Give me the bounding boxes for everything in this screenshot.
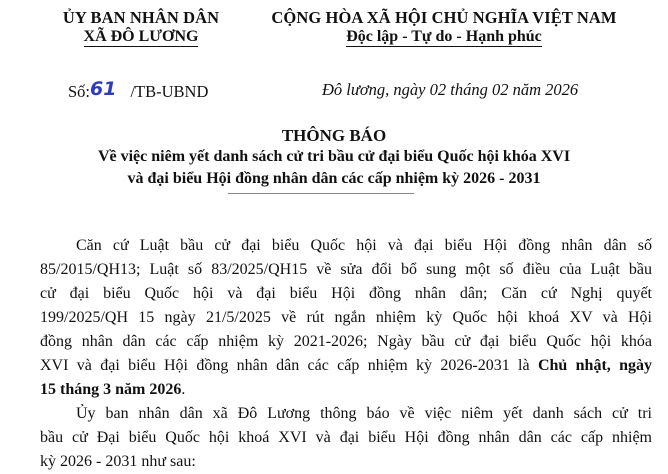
title-divider bbox=[228, 193, 414, 194]
paragraph-legal-basis bbox=[40, 234, 652, 402]
document-date: Đô lương, ngày 02 tháng 02 năm 2026 bbox=[322, 80, 579, 99]
body-line: Ủy ban nhân dân xã Đô Lương thông báo về việc niêm yết danh sách cử tri bbox=[76, 405, 652, 422]
document-number-prefix: Số: bbox=[68, 82, 91, 101]
body-line-election-date bbox=[40, 354, 652, 378]
document-body bbox=[40, 234, 652, 474]
body-line: đồng nhân dân các cấp nhiệm kỳ 2021-2026; Ngày bầu cử đại biểu Quốc hội khóa bbox=[40, 333, 652, 350]
body-line: cử đại biểu Quốc hội và đại biểu Hội đồng nhân dân; Căn cứ Nghị quyết bbox=[40, 285, 652, 302]
body-text: XVI và đại biểu Hội đồng nhân dân các cấp nhiệm kỳ 2026-2031 là bbox=[40, 357, 538, 374]
election-date-bold: 15 tháng 3 năm 2026 bbox=[40, 381, 182, 398]
agency-commune-wrap bbox=[56, 28, 226, 46]
body-line: kỳ 2026 - 2031 như sau: bbox=[40, 453, 196, 470]
document-subject-line2: và đại biểu Hội đồng nhân dân các cấp nhiệm kỳ 2026 - 2031 bbox=[127, 170, 541, 187]
election-day-bold: Chủ nhật, ngày bbox=[537, 357, 653, 374]
body-line: Căn cứ Luật bầu cử đại biểu Quốc hội và đại biểu Hội đồng nhân dân số bbox=[76, 237, 652, 254]
body-line-election-date-end bbox=[40, 378, 652, 402]
document-title: THÔNG BÁO bbox=[281, 126, 387, 145]
paragraph-announcement bbox=[40, 402, 652, 474]
document-number-suffix: /TB-UBND bbox=[130, 82, 209, 101]
document-subject-line1: Về việc niêm yết danh sách cử tri bầu cử đại biểu Quốc hội khóa XVI bbox=[97, 148, 571, 165]
body-text: . bbox=[181, 381, 186, 398]
agency-name: ỦY BAN NHÂN DÂN bbox=[62, 8, 220, 27]
body-line: 199/2025/QH 15 ngày 21/5/2025 về rút ngắn nhiệm kỳ Quốc hội khoá XV và Hội bbox=[40, 309, 652, 326]
nation-motto: Độc lập - Tự do - Hạnh phúc bbox=[346, 28, 542, 45]
document-number bbox=[68, 80, 208, 102]
body-line: bầu cử Đại biểu Quốc hội khoá XVI và đại biểu Hội đồng nhân dân các cấp nhiệm bbox=[40, 429, 652, 446]
document-number-handwritten: 61 bbox=[90, 78, 117, 100]
nation-title: CỘNG HÒA XÃ HỘI CHỦ NGHĨA VIỆT NAM bbox=[271, 8, 617, 27]
body-line: 85/2015/QH13; Luật số 83/2025/QH15 về sửa đổi bổ sung một số điều của Luật bầu bbox=[40, 261, 652, 278]
agency-commune: XÃ ĐÔ LƯƠNG bbox=[83, 28, 199, 45]
nation-motto-wrap bbox=[254, 28, 634, 46]
